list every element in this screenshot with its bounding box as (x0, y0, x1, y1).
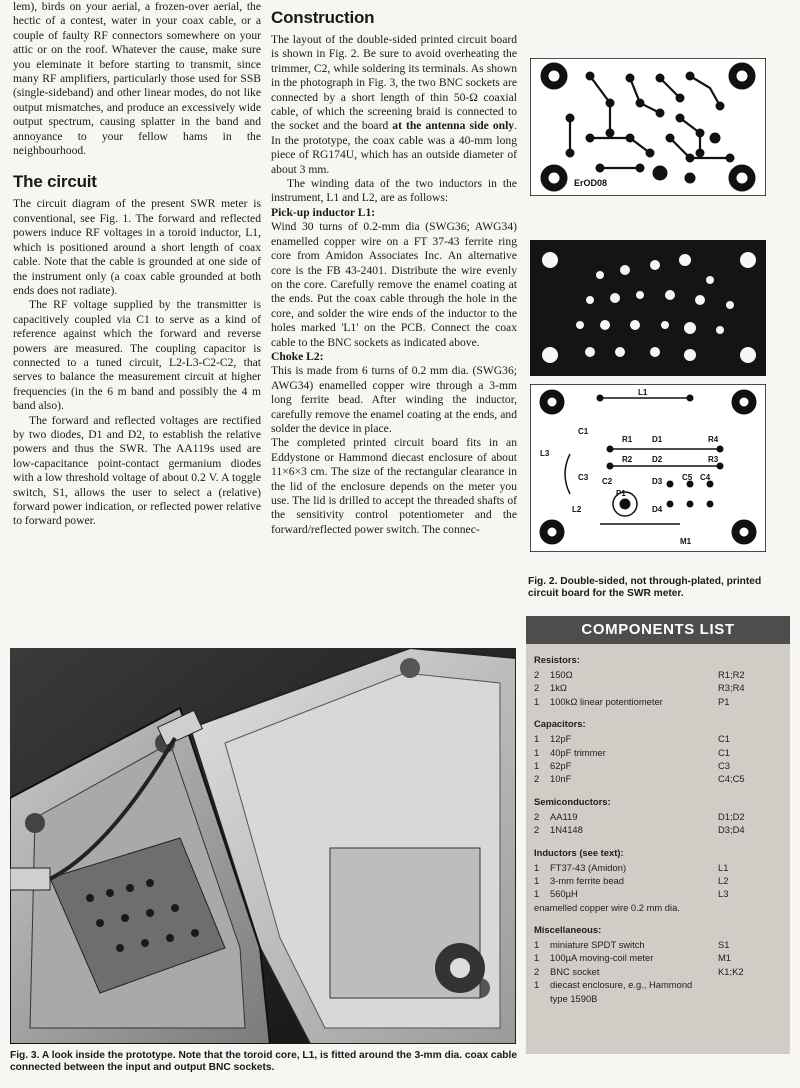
group-heading: Capacitors: (534, 718, 586, 730)
component-row (534, 823, 782, 836)
pcb-label-r4: R4 (708, 435, 719, 444)
component-qty: 1 (534, 874, 540, 886)
component-desc: 3-mm ferrite bead (550, 874, 624, 886)
component-ref: M1 (718, 952, 732, 964)
pcb-board-id: ErOD08 (574, 178, 608, 188)
component-row (534, 746, 782, 759)
figure-3-caption: Fig. 3. A look inside the prototype. Note that the toroid core, L1, is fitted around the 3-mm dia. coax cable connected between the input and output BNC sockets. (10, 1050, 517, 1074)
component-ref: C4;C5 (718, 773, 745, 785)
construction-paragraph-2: The winding data of the two inductors in the instrument, L1 and L2, are as follows: (271, 177, 517, 205)
group-heading: Inductors (see text): (534, 846, 624, 858)
pcb-label-d2: D2 (652, 455, 663, 464)
group-resistors (534, 654, 782, 708)
component-qty: 1 (534, 733, 540, 745)
component-desc: 100µA moving-coil meter (550, 952, 654, 964)
pcb-label-r1: R1 (622, 435, 633, 444)
component-row (534, 938, 782, 951)
component-row (534, 965, 782, 978)
components-list-title: COMPONENTS LIST (526, 616, 790, 644)
component-row (534, 951, 782, 964)
component-ref: K1;K2 (718, 965, 744, 977)
component-desc: BNC socket (550, 965, 600, 977)
component-qty: 1 (534, 746, 540, 758)
component-ref: C1 (718, 733, 730, 745)
component-desc: miniature SPDT switch (550, 939, 645, 951)
component-row (534, 681, 782, 694)
components-list (526, 616, 790, 1054)
component-row (534, 978, 782, 991)
choke-text: This is made from 6 turns of 0.2 mm dia. (SWG36; AWG34) enamelled copper wire through a 3-mm long ferrite bead. After winding the inductor, carefully remove the enamel coating at the ends, and solder the device in place. (271, 364, 517, 435)
component-qty: 1 (534, 861, 540, 873)
construction-text-b: . In the prototype, the coax cable was a 40-mm long piece of RG174U, which has an outside diameter of about 3 mm. (271, 119, 517, 176)
component-desc: 1kΩ (550, 682, 567, 694)
column-left (13, 0, 261, 529)
pcb-label-d3: D3 (652, 477, 663, 486)
group-heading: Semiconductors: (534, 795, 611, 807)
component-desc: diecast enclosure, e.g., Hammond (550, 979, 693, 991)
component-row (534, 695, 782, 708)
pcb-component-side (530, 240, 766, 376)
component-qty: 1 (534, 979, 540, 991)
component-desc: 40pF trimmer (550, 746, 606, 758)
column-middle (271, 0, 517, 537)
component-ref: R3;R4 (718, 682, 745, 694)
group-heading: Resistors: (534, 654, 580, 665)
pcb-label-m1: M1 (680, 537, 692, 546)
component-desc: 1N4148 (550, 824, 583, 836)
pcb-label-r3: R3 (708, 455, 719, 464)
prototype-photo (10, 648, 516, 1044)
pcb-label-l3: L3 (540, 449, 550, 458)
component-ref (718, 978, 782, 991)
choke-heading: Choke L2: (271, 349, 324, 363)
component-note: type 1590B (550, 992, 598, 1004)
pcb-label-p1: P1 (616, 489, 626, 498)
pickup-inductor-heading: Pick-up inductor L1: (271, 205, 376, 219)
component-qty: 2 (534, 682, 540, 694)
component-ref: L3 (718, 888, 729, 900)
component-ref: L1 (718, 861, 729, 873)
component-desc: 10nF (550, 773, 572, 785)
construction-paragraph-1 (271, 33, 517, 177)
group-miscellaneous (534, 924, 782, 1005)
circuit-paragraph-2: The RF voltage supplied by the transmitter is capacitively coupled via C1 to serve as a kind of reference against which the forward and reverse powers are measured. The coupling capacitor is connected to a tuned circuit, L2-L3-C2-C2, that serves to balance the measurement circuit at higher frequencies (in the 6 m band and possibly the 4 m band also). (13, 298, 261, 413)
group-capacitors (534, 718, 782, 786)
component-desc: 560µH (550, 888, 578, 900)
pcb-label-d1: D1 (652, 435, 663, 444)
component-ref: C3 (718, 759, 730, 771)
pcb-label-l1: L1 (638, 388, 648, 397)
component-qty: 2 (534, 669, 540, 680)
pcb-label-c4: C4 (700, 473, 711, 482)
component-ref: R1;R2 (718, 669, 745, 680)
component-qty: 2 (534, 773, 540, 785)
figure-2-caption: Fig. 2. Double-sided, not through-plated, printed circuit board for the SWR meter. (528, 576, 762, 600)
component-row (534, 759, 782, 772)
component-qty: 1 (534, 888, 540, 900)
component-ref: C1 (718, 746, 730, 758)
intro-paragraph: lem), birds on your aerial, a frozen-over aerial, the hectic of a contest, water in your coax cable, or a couple of faulty RF connectors somewhere on your attic or on the roof. Whatever the cause, make sure you eleminate it before starting to transmit, since many RF amplifiers, particularly those used for SSB (single-sideband) and other linear modes, do not like output mismatches, and produce an excessively wide output spectrum, causing splatter in the band and annoyance to your fellow hams in the neighbourhood. (13, 0, 261, 158)
pcb-component-overlay (530, 384, 766, 552)
component-row (534, 887, 782, 900)
component-row (534, 668, 782, 681)
component-qty: 2 (534, 965, 540, 977)
circuit-paragraph-3: The forward and reflected voltages are rectified by two diodes, D1 and D2, to establish the relative powers and thus the SWR. The AA119s used are low-capacitance point-contact germanium diodes with a low threshold voltage of about 0.2 V. A toggle switch, S1, allows the user to select a (relative) forward power indication, or reflected power relative to forward power. (13, 413, 261, 528)
group-heading: Miscellaneous: (534, 924, 602, 936)
heading-the-circuit: The circuit (13, 172, 97, 192)
pcb-label-c5: C5 (682, 473, 693, 482)
component-desc: 100kΩ linear potentiometer (550, 695, 663, 707)
pcb-label-d4: D4 (652, 505, 663, 514)
component-row (534, 772, 782, 785)
pcb-label-c1: C1 (578, 427, 589, 436)
component-qty: 2 (534, 810, 540, 822)
component-note: enamelled copper wire 0.2 mm dia. (534, 901, 680, 913)
pcb-label-l2: L2 (572, 505, 582, 514)
group-semiconductors (534, 796, 782, 837)
component-desc: 150Ω (550, 669, 573, 680)
circuit-paragraph-1: The circuit diagram of the present SWR meter is conventional, see Fig. 1. The forward and reflected powers induce RF voltages in a toroid inductor, L1, which is positioned around a short length of coax cable. Note that the cable is grounded at one side of the instrument only (a coax cable grounded at both ends does not radiate). (13, 197, 261, 297)
component-qty: 1 (534, 952, 540, 964)
component-ref: D1;D2 (718, 810, 745, 822)
component-desc: 62pF (550, 759, 572, 771)
component-ref: P1 (718, 695, 730, 707)
construction-final-paragraph: The completed printed circuit board fits in an Eddystone or Hammond diecast enclosure of about 11×6×3 cm. The size of the rectangular clearance in the lid of the enclosure depends on the meter you use. The lid is drilled to accept the threaded shafts of the sensitivity control potentiometer and the forward/reflected power switch. The connec- (271, 436, 517, 536)
component-desc: AA119 (550, 810, 578, 822)
pcb-label-r2: R2 (622, 455, 633, 464)
pickup-inductor-text: Wind 30 turns of 0.2-mm dia (SWG36; AWG34) enamelled copper wire on a FT 37-43 ferrite ring core from Amidon Associates Inc. An alternative core is the FB 43-2401. Distribute the wire evenly on the core. Carefully remove the enamel coating at the ends. Put the coax cable through the hole in the core, and solder the wire ends of the inductor to the holes marked 'L1' on the PCB. Connect the coax cable to the BNC sockets as indicated above. (271, 220, 517, 349)
component-row (534, 861, 782, 874)
component-qty: 1 (534, 759, 540, 771)
group-inductors (534, 847, 782, 915)
component-desc: 12pF (550, 733, 572, 745)
component-qty: 1 (534, 695, 540, 707)
pcb-label-c2: C2 (602, 477, 613, 486)
component-desc: FT37-43 (Amidon) (550, 861, 627, 873)
construction-bold-text: at the antenna side only (392, 119, 515, 133)
component-ref: S1 (718, 939, 730, 951)
component-qty: 1 (534, 939, 540, 951)
component-qty: 2 (534, 824, 540, 836)
construction-text-a: The layout of the double-sided printed circuit board is shown in Fig. 2. Be sure to avoid overheating the trimmer, C2, while soldering its terminals. As shown in the photograph in Fig. 3, the two BNC sockets are connected by a short length of thin 50-Ω coaxial cable, of which the screening braid is connected to the socket and the board (271, 33, 517, 133)
component-row (534, 732, 782, 745)
component-ref: D3;D4 (718, 824, 745, 836)
component-ref: L2 (718, 874, 729, 886)
component-row (534, 874, 782, 887)
heading-construction: Construction (271, 8, 375, 27)
pcb-track-layout (530, 58, 766, 196)
component-row (534, 810, 782, 823)
pcb-label-c3: C3 (578, 473, 589, 482)
